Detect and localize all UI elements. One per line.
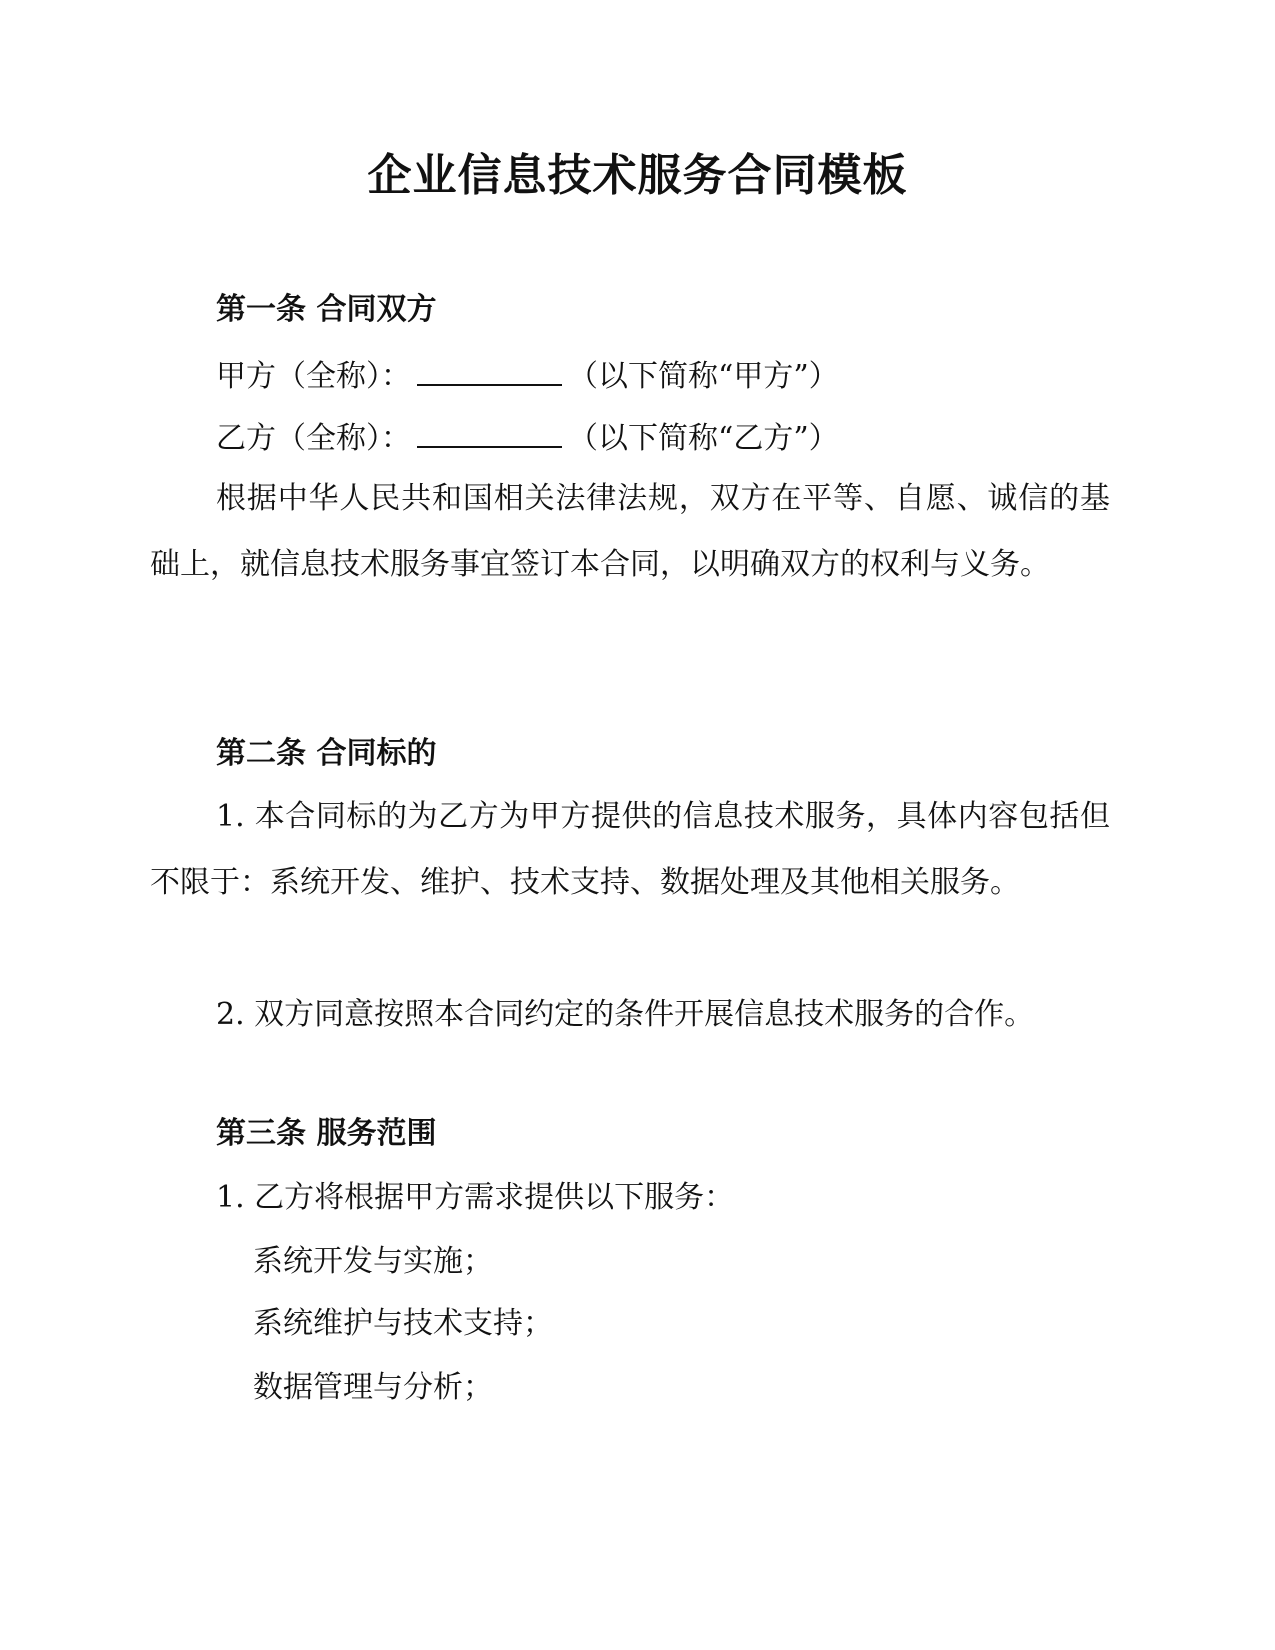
service-item: 系统维护与技术支持； — [253, 1306, 553, 1341]
section-2-item-2: 2. 双方同意按照本合同约定的条件开展信息技术服务的合作。 — [216, 997, 1035, 1032]
section-3-item-1: 1. 乙方将根据甲方需求提供以下服务： — [216, 1180, 735, 1215]
service-item: 系统开发与实施； — [253, 1244, 493, 1279]
party-b-label: 乙方（全称）： — [216, 421, 411, 456]
service-item: 数据管理与分析； — [253, 1370, 493, 1405]
party-a-blank — [417, 354, 562, 386]
section-1-paragraph: 根据中华人民共和国相关法律法规，双方在平等、自愿、诚信的基础上，就信息技术服务事宜签订本合同，以明确双方的权利与义务。 — [150, 481, 1110, 582]
section-1-heading: 第一条 合同双方 — [216, 292, 437, 327]
party-a-suffix: （以下简称“甲方”） — [568, 359, 839, 394]
party-b-line — [216, 416, 839, 459]
document-title: 企业信息技术服务合同模板 — [367, 150, 908, 201]
party-a-label: 甲方（全称）： — [216, 359, 411, 394]
party-b-suffix: （以下简称“乙方”） — [568, 421, 839, 456]
section-2-heading: 第二条 合同标的 — [216, 736, 437, 771]
section-2-item-1: 1. 本合同标的为乙方为甲方提供的信息技术服务，具体内容包括但不限于：系统开发、维护、技术支持、数据处理及其他相关服务。 — [150, 799, 1110, 900]
section-3-heading: 第三条 服务范围 — [216, 1116, 437, 1151]
party-a-line — [216, 354, 839, 397]
party-b-blank — [417, 416, 562, 448]
